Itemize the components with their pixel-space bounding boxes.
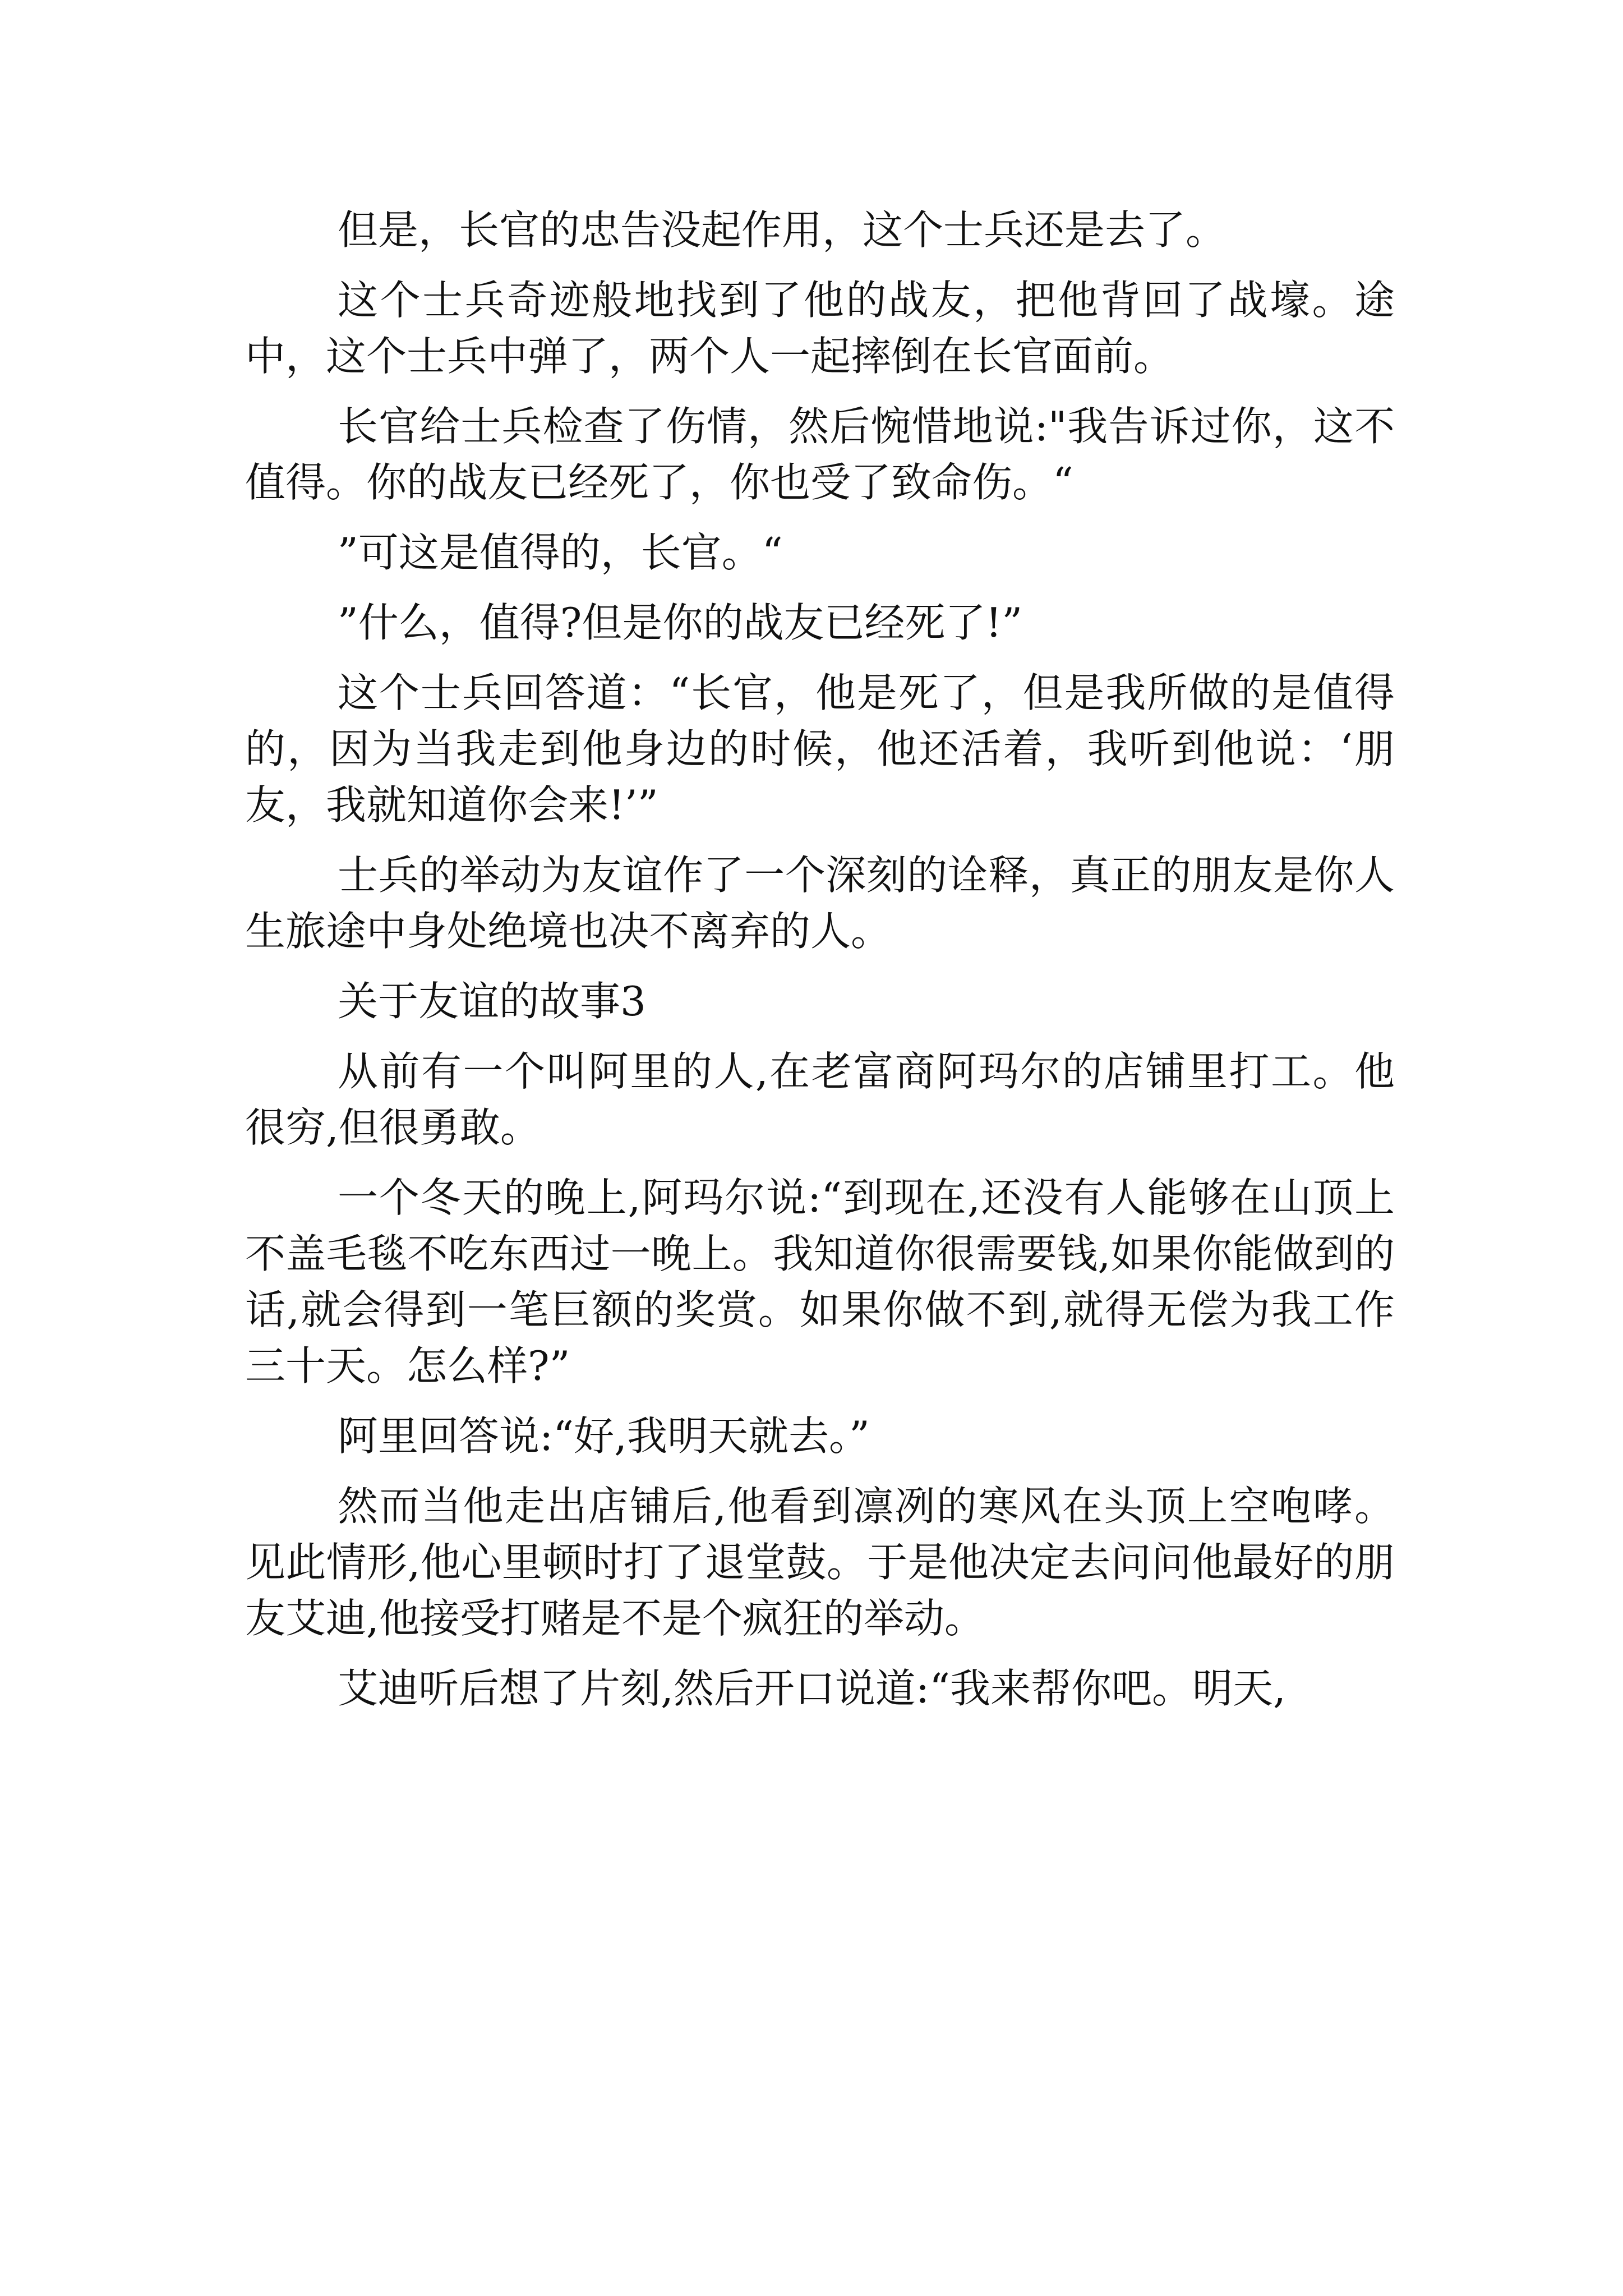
paragraph: 阿里回答说:“好,我明天就去。” [338, 1412, 870, 1460]
document-body [245, 202, 1395, 1731]
paragraph: 但是，长官的忠告没起作用，这个士兵还是去了。 [338, 206, 1227, 254]
paragraph: 这个士兵奇迹般地找到了他的战友，把他背回了战壕。途中，这个士兵中弹了，两个人一起摔倒在长官面前。 [245, 277, 1395, 380]
paragraph: 一个冬天的晚上,阿玛尔说:“到现在,还没有人能够在山顶上不盖毛毯不吃东西过一晚上。我知道你很需要钱,如果你能做到的话,就会得到一笔巨额的奖赏。如果你做不到,就得无偿为我工作三十天。怎么样?” [245, 1174, 1395, 1389]
paragraph: 长官给士兵检查了伤情，然后惋惜地说:"我告诉过你，这不值得。你的战友已经死了，你也受了致命伤。“ [245, 403, 1395, 506]
paragraph: 然而当他走出店铺后,他看到凛冽的寒风在头顶上空咆哮。见此情形,他心里顿时打了退堂鼓。于是他决定去问问他最好的朋友艾迪,他接受打赌是不是个疯狂的举动。 [245, 1483, 1395, 1642]
paragraph: 艾迪听后想了片刻,然后开口说道:“我来帮你吧。明天, [338, 1665, 1286, 1712]
paragraph: ”可这是值得的，长官。“ [338, 529, 783, 576]
paragraph: 士兵的举动为友谊作了一个深刻的诠释，真正的朋友是你人生旅途中身处绝境也决不离弃的人。 [245, 852, 1395, 955]
paragraph: ”什么，值得?但是你的战友已经死了!” [338, 599, 1023, 646]
paragraph: 从前有一个叫阿里的人,在老富商阿玛尔的店铺里打工。他很穷,但很勇敢。 [245, 1048, 1395, 1151]
paragraph: 这个士兵回答道：“长官，他是死了，但是我所做的是值得的，因为当我走到他身边的时候，他还活着，我听到他说：‘朋友，我就知道你会来!’” [245, 669, 1395, 829]
section-heading: 关于友谊的故事3 [338, 978, 646, 1025]
